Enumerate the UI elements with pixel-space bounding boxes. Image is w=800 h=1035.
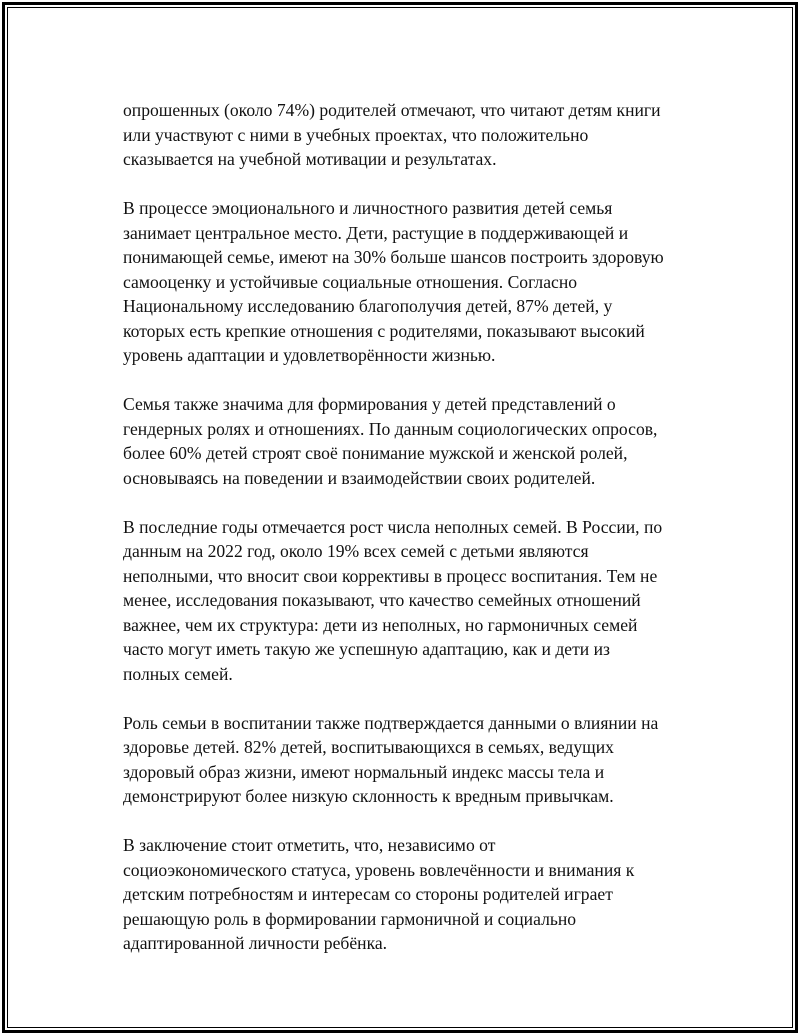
text-line: здоровье детей. 82% детей, воспитывающихся в семьях, ведущих [123, 737, 614, 757]
paragraph [123, 833, 693, 956]
text-line: уровень адаптации и удовлетворённости жизнью. [123, 345, 496, 365]
text-line: данным на 2022 год, около 19% всех семей с детьми являются [123, 541, 589, 561]
paragraph [123, 196, 693, 368]
text-line: детским потребностям и интересам со стороны родителей играет [123, 884, 613, 904]
text-line: более 60% детей строят своё понимание мужской и женской ролей, [123, 443, 628, 463]
document-body [123, 98, 693, 956]
text-line: сказывается на учебной мотивации и результатах. [123, 149, 497, 169]
text-line: неполными, что вносит свои коррективы в процесс воспитания. Тем не [123, 565, 658, 586]
paragraph [123, 98, 693, 172]
text-line: гендерных ролях и отношениях. По данным социологических опросов, [123, 418, 658, 439]
text-line: решающую роль в формировании гармоничной и социально [123, 908, 577, 929]
text-line: основываясь на поведении и взаимодействии своих родителей. [123, 467, 596, 488]
text-line: часто могут иметь такую же успешную адаптацию, как и дети из [123, 639, 610, 659]
text-line: Роль семьи в воспитании также подтверждается данными о влиянии на [123, 712, 659, 733]
text-line: или участвуют с ними в учебных проектах, что положительно [123, 124, 589, 145]
text-line: демонстрируют более низкую склонность к вредным привычкам. [123, 786, 614, 806]
page-border [2, 2, 798, 1033]
text-line: важнее, чем их структура: дети из неполных, но гармоничных семей [123, 614, 638, 635]
text-line: социоэкономического статуса, уровень вовлечённости и внимания к [123, 859, 635, 880]
text-line: опрошенных (около 74%) родителей отмечают, что читают детям книги [123, 100, 661, 120]
text-line: адаптированной личности ребёнка. [123, 933, 388, 953]
text-line: менее, исследования показывают, что качество семейных отношений [123, 590, 641, 610]
text-line: которых есть крепкие отношения с родителями, показывают высокий [123, 320, 645, 341]
text-line: самооценку и устойчивые социальные отношения. Согласно [123, 271, 578, 292]
text-line: полных семей. [123, 663, 233, 684]
text-line: В процессе эмоционального и личностного развития детей семья [123, 198, 613, 218]
text-line: здоровый образ жизни, имеют нормальный индекс массы тела и [123, 761, 605, 782]
text-line: занимает центральное место. Дети, растущие в поддерживающей и [123, 222, 629, 243]
text-line: Национальному исследованию благополучия детей, 87% детей, у [123, 296, 613, 316]
text-line: понимающей семье, имеют на 30% больше шансов построить здоровую [123, 247, 664, 267]
paragraph [123, 392, 693, 490]
text-line: В заключение стоит отметить, что, независимо от [123, 835, 496, 855]
text-line: В последние годы отмечается рост числа неполных семей. В России, по [123, 516, 663, 537]
text-line: Семья также значима для формирования у детей представлений о [123, 394, 616, 414]
paragraph [123, 515, 693, 687]
paragraph [123, 711, 693, 809]
